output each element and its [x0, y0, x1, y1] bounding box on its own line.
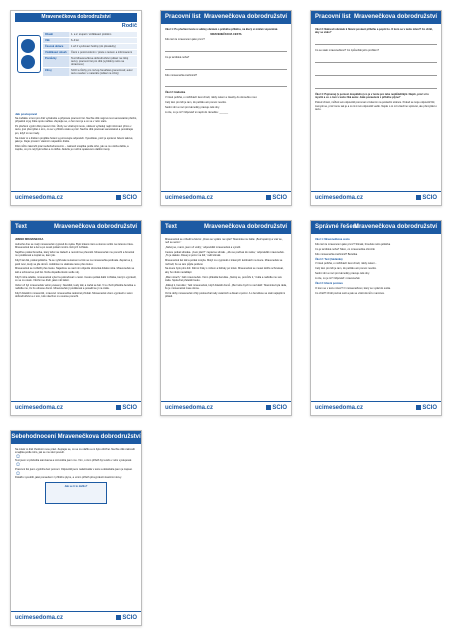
- ant-emblem-icon: [17, 35, 41, 73]
- solution-line: Co chtěl? Chtěl poznat svět a pak se vrátit domů k mamince.: [315, 291, 385, 295]
- info-value: Text Mravenečkova dobrodružství (odkaz na zdroj textu), pracovní list pro dítě (vytištěný nebo na obrazovce): [69, 56, 137, 67]
- header-title: Mravenečkova dobrodružství: [53, 224, 137, 230]
- story-paragraph: Od té doby mraveneček vždy poslouchal rady ostatních a dával si pozor. A s beruškou se stali nejlepšími přáteli.: [165, 292, 285, 299]
- info-value: 1 až 2 vyučovací hodiny (do přestávky): [69, 44, 137, 49]
- page-header: [11, 221, 141, 234]
- footer-site-link[interactable]: ucimesedoma.cz: [15, 405, 64, 411]
- story-title: JMÉNO MRAVENEČKA: [15, 238, 44, 241]
- riddle-text: [165, 96, 287, 114]
- solution-line: A víte, co je to? Odpověď: mraveneček: [315, 277, 360, 281]
- role-label: Rodič: [121, 23, 137, 29]
- solution-1-heading: Úkol 1: Mravenečkova cesta: [315, 238, 350, 241]
- header-title: Mravenečkova dobrodružství: [203, 14, 287, 20]
- answer-line[interactable]: [315, 80, 437, 89]
- task-4-text: Pokud chceš, můžeš své odpovědi porovnat s řešením na poslední stránce. Pokud se tvoje odpověď liší, zamysli se, proč tomu tak je a co tě k tvé odpovědi vedlo. Nejde o to mít všechno správně, ale přemýšlet o textu.: [315, 101, 437, 111]
- solution-line: Celý den pro lidi je tam, do pelíšku ani pomoc nevolá.: [315, 267, 377, 271]
- header-label: Správné řešení: [315, 224, 359, 230]
- scio-logo: SCIO: [266, 405, 287, 411]
- info-value: SCIO a Úlohy pro rozvoj čtenářské gramotnosti; autor textu uveden v materiálu (odkaz na zdroj): [69, 68, 137, 76]
- page-parent-info: [10, 10, 142, 206]
- story-paragraph: Večer už byl mraveneček velmi unavený. Nevěděl, kudy dál, a začal se bát. V tu chvíli přiletěla beruška a nabídla mu, že ho odnese domů. Mraveneček jí poděkoval a posadil se jí na záda.: [15, 283, 136, 291]
- smiley-icon[interactable]: ☺: [15, 454, 22, 461]
- info-value: 6–9 let: [69, 38, 137, 43]
- solution-3-heading: Úkol 3: Hlavní postava: [315, 282, 343, 286]
- story-paragraph: Když noha odešla, mraveneček vylezl a pokračoval v cestě. Cestou potkal další zvířátka, kterým vyprávěl, co se mu stalo. Všichni se divili, jaké měl štěstí.: [15, 275, 137, 282]
- worksheet-body: [315, 28, 437, 189]
- header-title: Mravenečkova dobrodružství: [353, 224, 437, 230]
- story-body: [15, 238, 137, 399]
- footer: [11, 611, 141, 625]
- story-paragraph: Mraveneček šel dál a potkal motýla. Motýl mu vyprávěl o krásných květinách na louce. Mraveneček se rozhodl, že se tam půjde podívat.: [165, 259, 283, 266]
- task-4: Úkol 4: Pojmenuj (s pomocí dospělého) co je v textu pro tebe nejdůležitější. Napiš, proč si to myslíš a co o tom v textu říká autor. Jaké ponaučení z příběhu plyne?: [315, 93, 429, 100]
- page-text-2: [160, 220, 292, 416]
- header-label: Pracovní list: [315, 14, 351, 20]
- story-paragraph: Když šel dál, potkal ještěrku. Ta se vyhřívala na kameni a líně se na mravenečka podívala. Zeptal se jí, jestli neví, kudy se jde domů. Ještěrka mu ukázala cestu přes louku.: [15, 259, 133, 266]
- question-2: Co je ta lidská noha?: [165, 55, 190, 59]
- page-header: [161, 221, 291, 234]
- solution-2-heading: Úkol 2: Text (hádanka): [315, 257, 343, 261]
- page-worksheet-2: [310, 10, 442, 206]
- question-3: Kdo mravenečka zachránil?: [165, 73, 198, 77]
- page-header: [11, 431, 141, 444]
- header-title: Mravenečkova dobrodružství: [353, 14, 437, 20]
- solution-line: Kdo mravenečka zachránil? Beruška: [315, 252, 358, 256]
- task-3: Úkol 3: Nakresli obrázek k hlavní postavě příběhu a popiš ho. O kom se v textu mluví? Co chtěl, aby se stalo?: [315, 28, 433, 35]
- info-key: Věk: [43, 38, 69, 43]
- riddle-line: A víte, co je to? Odpověď si napiš do rámečku: ______: [165, 111, 229, 115]
- solution-line: V trávě pobíhá, o nožičkách šest chodí, nikdy nelení...: [315, 262, 377, 266]
- question-3b: Co se stalo mravenečkovi? Co způsobilo jeho problém?: [315, 49, 380, 53]
- story-paragraph: „Neboj se, mami, jsem už velký,“ odpověděl mraveneček a vyrazil.: [165, 246, 241, 250]
- scio-logo: SCIO: [416, 405, 437, 411]
- footer-site-link[interactable]: ucimesedoma.cz: [15, 195, 64, 201]
- scio-logo: SCIO: [116, 615, 137, 621]
- notes-body: [15, 117, 137, 189]
- page-self-evaluation: [10, 430, 142, 626]
- footer-site-link[interactable]: ucimesedoma.cz: [315, 195, 364, 201]
- smiley-icon[interactable]: ☺: [15, 462, 22, 469]
- solution-line: Sedmi dní a noci pro kámošky pracuje celé dny.: [315, 272, 370, 276]
- evaluation-item: Text jsem si přečetl/a sám/sama a rozuměl/a jsem mu. Vím, o čem příběh byl a kdo v něm vystupoval.: [15, 459, 132, 463]
- info-row: [43, 56, 137, 68]
- answer-line[interactable]: [165, 43, 287, 52]
- header-label: Text: [165, 224, 177, 230]
- story-paragraph: Cestou potkal slimáka. „Kam jdeš?“ zeptal se slimák. „Jdu se podívat do světa,“ odpověděl mraveneček. „To je daleko. Dávej si pozor na lidi,“ radil slimák.: [165, 251, 285, 258]
- riddle-line: V trávě pobíhá, o nožičkách šest chodí, nikdy nelení a zásoby do domečku nosí.: [165, 96, 258, 100]
- header-title: Mravenečkova dobrodružství: [203, 224, 287, 230]
- info-key: Zdroj: [43, 68, 69, 76]
- story-paragraph: Nejdříve potkal broučka, který ležel na zádech a nemohl se převrátit. Mraveneček mu pomohl a brouček mu poděkoval a zeptal se, kam jde.: [15, 251, 135, 258]
- page-worksheet-1: [160, 10, 292, 206]
- evaluation-box[interactable]: [45, 482, 107, 504]
- page-header: [311, 221, 441, 234]
- task-1: Úkol 1: Po přečtení textu si udělej obrázek o průběhu příběhu, na který si můžeš vzpomínat.: [165, 28, 278, 31]
- footer: [311, 191, 441, 205]
- evaluation-item: Dokážu vysvětlit, jaké ponaučení z příběhu plyne, a umím příběh převyprávět vlastními slovy.: [15, 475, 122, 479]
- evaluation-body: [15, 448, 137, 609]
- task-2: Úkol 2: Hádanka: [165, 91, 186, 95]
- map-title: MRAVENEČKOVA CESTA: [210, 32, 242, 36]
- answer-line[interactable]: [315, 54, 437, 63]
- answer-line[interactable]: [165, 61, 287, 70]
- question-1: Kdo šel za mravencem jako první?: [165, 37, 205, 41]
- solution-line: O kom se v textu mluví? O mravenečkovi, který se vydal do světa.: [315, 286, 391, 290]
- info-table: [43, 32, 137, 77]
- info-key: Časová dotace: [43, 44, 69, 49]
- smiley-icon[interactable]: ☺: [15, 470, 22, 477]
- note-paragraph: Dítě může zakončit práci sebehodnocením – nakreslí smajlíka podle toho, jak se mu úloha dařila, a zapíše, co pro něj bylo lehké a co těžké. Aktivitu je možné opakovat s dalšími texty.: [15, 144, 129, 152]
- worksheet-body: [165, 28, 287, 189]
- header-title: Sebehodnocení Mravenečkova dobrodružství: [11, 434, 141, 440]
- scio-logo: SCIO: [116, 405, 137, 411]
- story-paragraph: Když doletěli k mraveništi, mravenci mravenečka radostně přivítali. Mraveneček všem vyprávěl o svém dobrodružství a o tom, kdo všechno mu cestou pomohl.: [15, 292, 133, 299]
- page-header: [161, 11, 291, 24]
- footer: [161, 401, 291, 415]
- riddle-line: Celý den pro lidi je tam, do pelíšku ani pomoc nevolá.: [165, 101, 227, 105]
- notes-heading: Jak postupovat: [15, 112, 38, 116]
- footer: [311, 401, 441, 415]
- header-label: Pracovní list: [165, 14, 201, 20]
- footer-site-link[interactable]: ucimesedoma.cz: [165, 405, 214, 411]
- info-value: Čtení s porozuměním / práce s textem a informacemi: [69, 50, 137, 55]
- footer: [11, 401, 141, 415]
- riddle-line: Sedmi dní a noci pro kámošky pracuje celé dny.: [165, 106, 220, 110]
- info-key: Vzdělávací obsah: [43, 50, 69, 55]
- scio-logo: SCIO: [416, 195, 437, 201]
- evaluation-item: Pracovní list jsem vyplnil/a bez pomoci. Odpovědi jsem našel/našla v textu a dokázal/a jsem je zapsat.: [15, 467, 133, 471]
- scio-logo: SCIO: [116, 195, 137, 201]
- info-row: [43, 68, 137, 77]
- info-value: 1. a 2. stupeň / vzdělávací problém: [69, 32, 137, 37]
- answer-line[interactable]: [315, 36, 437, 45]
- note-paragraph: Na závěr si s dítětem projděte řešení a porovnejte odpovědi. Vysvětlete, proč je správné řešení takové, jaké je. Dejte prostor i vlastním nápadům dítěte.: [15, 136, 134, 143]
- answer-line[interactable]: [315, 67, 437, 76]
- footer-site-link[interactable]: ucimesedoma.cz: [15, 615, 64, 621]
- story-paragraph: „Děkuji ti, beruško,“ řekl mraveneček, když doletěli domů. „Bez tebe bych to nezvládl.“ Maminka byla ráda, že je mraveneček zase doma.: [165, 283, 287, 291]
- footer-site-link[interactable]: ucimesedoma.cz: [315, 405, 364, 411]
- story-paragraph: Mraveneček se vzbudil a řekl si: „Dnes se vydám na výlet!“ Maminka mu řekla: „Buď opatrný a vrať se, než se setmí.“: [165, 238, 283, 245]
- story-paragraph: Na louce bylo plno lidí. Děti si hrály s míčem a běhaly po trávě. Mraveneček se musel dobře schovávat, aby ho nikdo nezašlápl.: [165, 267, 284, 274]
- story-paragraph: „Mám strach,“ řekl mraveneček. Vtom přiletěla beruška. „Neboj se, pomůžu ti,“ řekla a nabídla mu svá záda. Společně přeletěli louku.: [165, 275, 282, 282]
- story-body: [165, 238, 287, 399]
- footer: [11, 191, 141, 205]
- header-label: Text: [15, 224, 27, 230]
- page-title: Mravenečkova dobrodružství: [15, 13, 137, 22]
- page-text-1: [10, 220, 142, 416]
- page-header: [311, 11, 441, 24]
- footer-site-link[interactable]: ucimesedoma.cz: [165, 195, 214, 201]
- solution-line: Kdo šel za mravencem jako první? Slimák, brouček nebo ještěrka: [315, 242, 391, 246]
- note-paragraph: Na začátku si text pro dítě vytiskněte a připravte pracovní list. Nechte dítě nejprve text samostatně přečíst, případně si jej čtěte spolu nahlas. Zeptejte se, o čem text je a co se v něm stalo.: [15, 117, 137, 124]
- page-solutions: [310, 220, 442, 416]
- story-paragraph: Jednoho dne se malý mraveneček vypravil do světa. Bylo krásné ráno a slunce svítilo na zelenou trávu. Mraveneček šel a šel a po cestě potkal mnoho různých zvířátek.: [15, 242, 134, 250]
- solution-line: Co je ta lidská noha? Něco, co mravenečka ohrozilo: [315, 247, 375, 251]
- answer-line[interactable]: [165, 78, 287, 87]
- note-paragraph: Po přečtení vyplní dítě pracovní list. Úlohy se vztahují k textu, některé vyžadují najít informaci přímo v textu, jiné přemýšlet o tom, co se v příběhu stalo a proč. Nechte dítě pracovat samostatně a pomáhejte jen, když si neví rady.: [15, 125, 134, 135]
- info-key: Obsah: [43, 32, 69, 37]
- solutions-body: [315, 238, 437, 399]
- evaluation-box-title: Jak se ti to dařilo?: [64, 485, 88, 489]
- evaluation-intro: Na závěr si dítě zhodnotí svou práci. Zeptejte se, co se mu dařilo a co bylo obtížné. Nechte dítě zakreslit smajlíka podle toho, jak se mu úkol povedl.: [15, 448, 135, 455]
- footer: [161, 191, 291, 205]
- scio-logo: SCIO: [266, 195, 287, 201]
- story-paragraph: Mraveneček se rozběhl přes louku. Najednou se nad ním objevila obrovská lidská noha. Mraveneček se lekl a schoval se pod list. Noha dopadla těsně vedle něj.: [15, 267, 135, 274]
- info-key: Pomůcky: [43, 56, 69, 67]
